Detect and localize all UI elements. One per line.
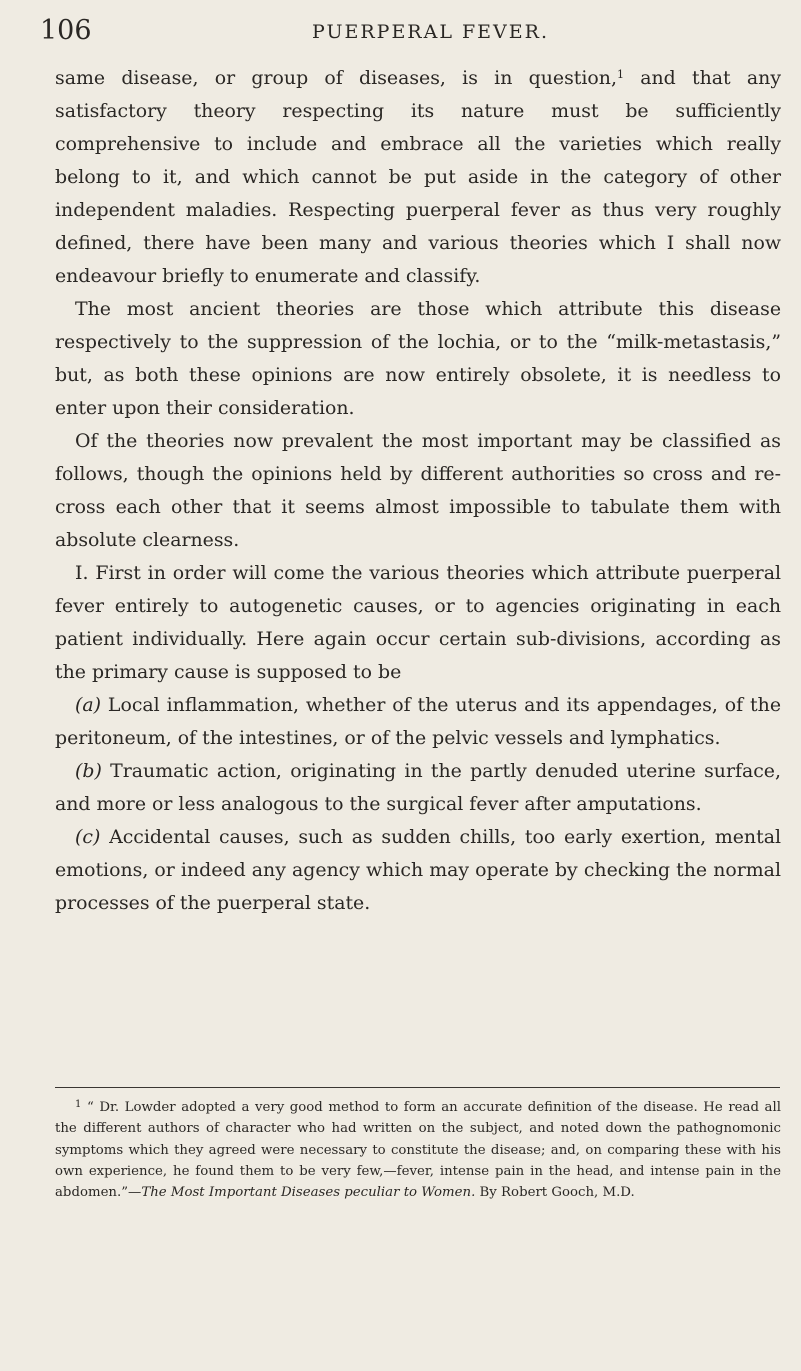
list-item-label: (c) (75, 826, 101, 848)
paragraph: I. First in order will come the various theories which attribute puerperal fever entirely to autogenetic causes, or to agencies originating in each patient individually. Here again occur certain sub-divisions, according as the primary cause is supposed to be (55, 562, 781, 683)
footnote-number: 1 (75, 1099, 82, 1110)
paragraph (55, 62, 781, 293)
list-item-label: (a) (75, 694, 102, 716)
footnote-body: “ Dr. Lowder adopted a very good method to form an accurate definition of the disease. He read all the different authors of character who had written on the subject, and noted down the pathognomonic symptoms which they agreed were necessary to constitute the disease; and, on comparing these with his own experience, he found them to be very few,—fever, intense pain in the head, and intense pain in the abdomen.”— (55, 1100, 781, 1201)
list-item (55, 755, 781, 821)
cited-book-title: The Most Important Diseases peculiar to Women. (141, 1185, 476, 1201)
page-number: 106 (40, 15, 92, 46)
footnote (55, 1094, 781, 1203)
running-head (40, 16, 781, 56)
list-item-text: Accidental causes, such as sudden chills, too early exertion, mental emotions, or indeed any agency which may operate by checking the normal processes of the puerperal state. (55, 826, 781, 914)
paragraph-text: same disease, or group of diseases, is in question, (55, 67, 617, 89)
footnote-divider (55, 1087, 780, 1088)
paragraph: Of the theories now prevalent the most important may be classified as follows, though the opinions held by different authorities so cross and re-cross each other that it seems almost impossible to tabulate them with absolute clearness. (55, 430, 781, 551)
footnote-author: By Robert Gooch, M.D. (475, 1185, 635, 1201)
running-title: PUERPERAL FEVER. (312, 21, 549, 43)
main-text (55, 62, 781, 920)
footnote-text (55, 1094, 781, 1203)
list-item-label: (b) (75, 760, 102, 782)
list-item (55, 821, 781, 920)
paragraph: The most ancient theories are those which attribute this disease respectively to the suppression of the lochia, or to the “milk-metastasis,” but, as both these opinions are now entirely obsolete, it is needless to enter upon their consideration. (55, 298, 781, 419)
list-item-text: Local inflammation, whether of the uterus and its appendages, of the peritoneum, of the intestines, or of the pelvic vessels and lymphatics. (55, 694, 781, 749)
paragraph-text: and that any satisfactory theory respecting its nature must be sufficiently comprehensive to include and embrace all the varieties which really belong to it, and which cannot be put aside in the category of other independent maladies. Respecting puerperal fever as thus very roughly defined, there have been many and various theories which I shall now endeavour briefly to enumerate and classify. (55, 67, 782, 287)
list-item (55, 689, 781, 755)
list-item-text: Traumatic action, originating in the partly denuded uterine surface, and more or less analogous to the surgical fever after amputations. (55, 760, 781, 815)
footnote-reference: 1 (616, 68, 624, 81)
